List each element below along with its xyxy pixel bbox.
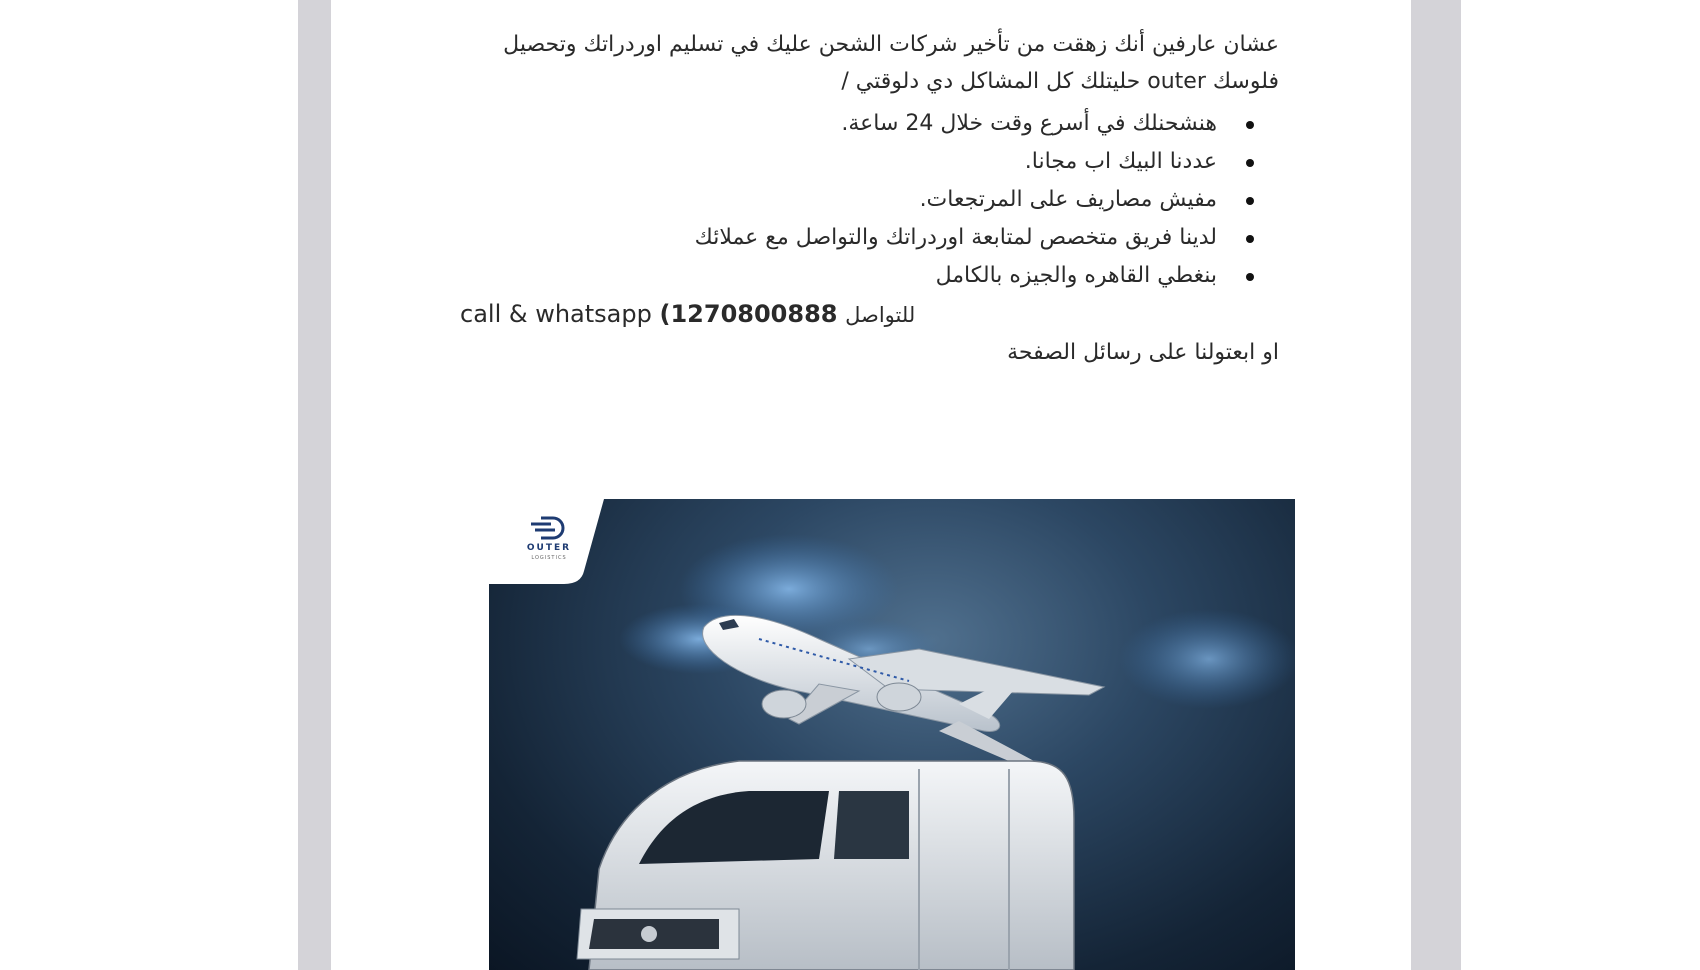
page-gutter-right xyxy=(1411,0,1461,970)
logo-tab xyxy=(489,499,604,584)
logo-wordmark: OUTER xyxy=(526,543,572,553)
outer-logo-icon xyxy=(529,516,569,540)
phone-number[interactable]: (1270800888 xyxy=(659,300,838,328)
contact-label: للتواصل xyxy=(845,303,916,327)
delivery-van-icon xyxy=(577,761,1074,970)
page-gutter-left xyxy=(298,0,331,970)
intro-paragraph xyxy=(449,26,1279,100)
list-item: مفيش مصاريف على المرتجعات. xyxy=(397,181,1217,219)
logo-subtext: LOGISTICS xyxy=(531,555,567,561)
ad-image xyxy=(489,499,1295,970)
intro-line-1: عشان عارفين أنك زهقت من تأخير شركات الشحن عليك في تسليم اوردراتك وتحصيل xyxy=(503,32,1279,57)
list-item: لدينا فريق متخصص لمتابعة اوردراتك والتواصل مع عملائك xyxy=(397,219,1217,257)
ad-illustration xyxy=(489,499,1295,970)
contact-line xyxy=(460,296,1060,333)
outro-line: او ابعتولنا على رسائل الصفحة xyxy=(1007,340,1279,365)
list-item: هنشحنلك في أسرع وقت خلال 24 ساعة. xyxy=(397,105,1217,143)
intro-line-2: فلوسك outer حليتلك كل المشاكل دي دلوقتي / xyxy=(841,69,1279,94)
features-list xyxy=(397,105,1257,295)
contact-channels: call & whatsapp xyxy=(460,300,652,328)
list-item: بنغطي القاهره والجيزه بالكامل xyxy=(397,257,1217,295)
list-item: عددنا البيك اب مجانا. xyxy=(397,143,1217,181)
